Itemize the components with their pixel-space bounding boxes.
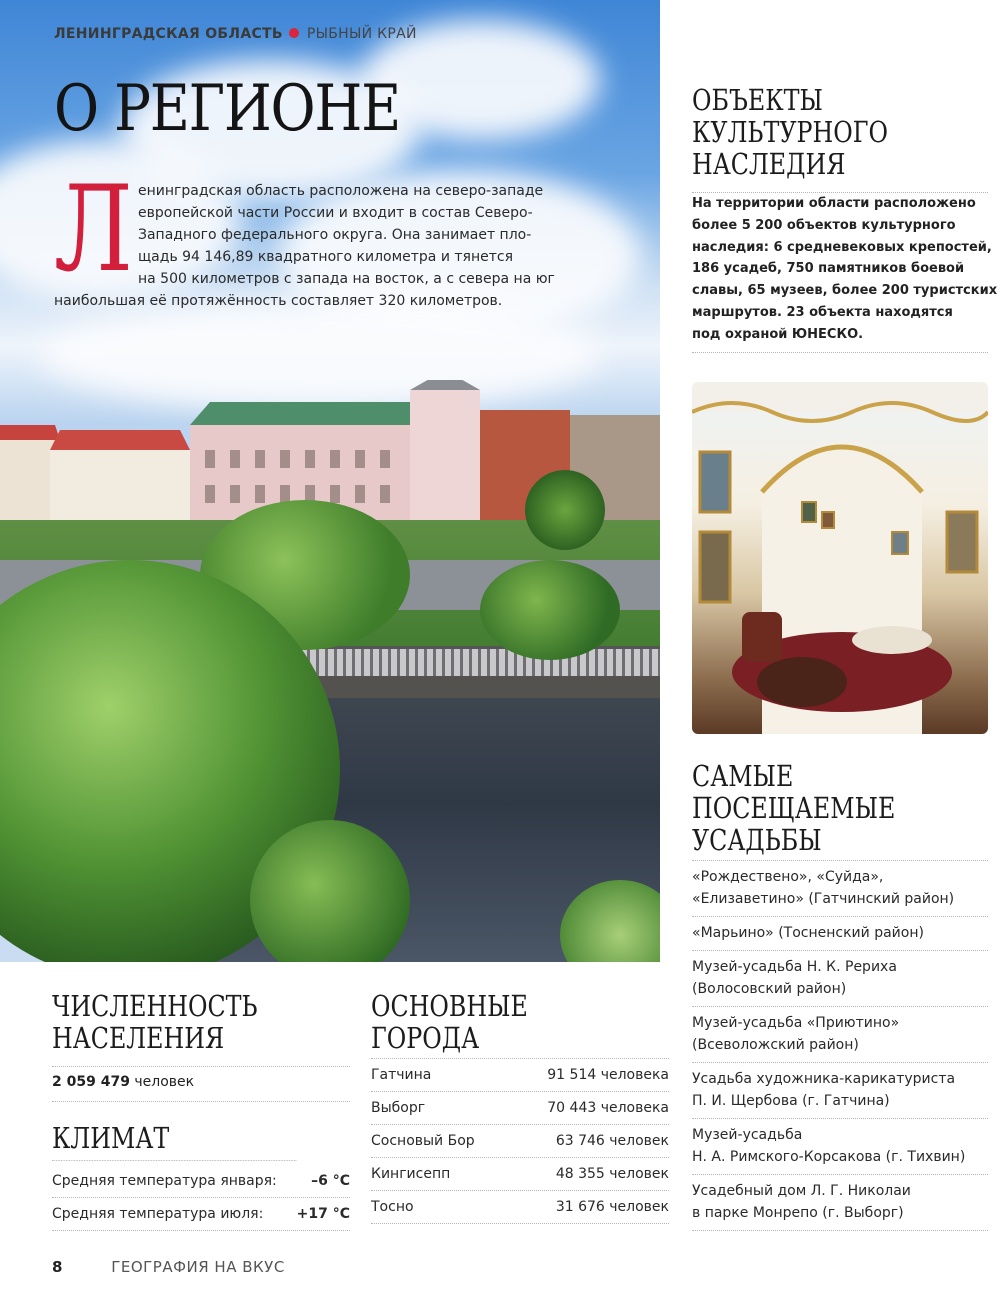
city-population: 48 355 человек: [555, 1166, 669, 1182]
city-name: Тосно: [371, 1199, 414, 1215]
red-dot-icon: [289, 28, 299, 38]
city-name: Сосновый Бор: [371, 1133, 475, 1149]
heritage-text: [692, 192, 998, 353]
intro-paragraph: [54, 160, 555, 312]
intro-line: на 500 километров с запада на восток, а с севера на юг: [138, 271, 555, 287]
intro-line: щадь 94 146,89 квадратного километра и тянется: [138, 249, 514, 265]
population-section: [52, 990, 350, 1102]
city-population: 31 676 человек: [555, 1199, 669, 1215]
city-row: [371, 1191, 669, 1224]
estate-list-item: [692, 951, 988, 1007]
city-population: 70 443 человека: [547, 1100, 669, 1116]
city-row: [371, 1158, 669, 1191]
text-line: 186 усадеб, 750 памятников боевой: [692, 261, 965, 277]
climate-label: Средняя температура января:: [52, 1173, 277, 1189]
text-line: под охраной ЮНЕСКО.: [692, 326, 864, 342]
cities-section: [371, 990, 669, 1224]
estates-section: [692, 760, 988, 1231]
climate-label: Средняя температура июля:: [52, 1206, 264, 1222]
heading-line: ГОРОДА: [371, 1021, 480, 1055]
climate-heading: КЛИМАТ: [52, 1122, 296, 1161]
heading-line: САМЫЕ: [692, 759, 794, 793]
estate-list-item: [692, 1175, 988, 1231]
estate-line: (Волосовский район): [692, 981, 847, 997]
city-name: Выборг: [371, 1100, 426, 1116]
city-row: [371, 1059, 669, 1092]
estate-line: П. И. Щербова (г. Гатчина): [692, 1093, 890, 1109]
section-kicker: [54, 26, 417, 42]
estate-line: Музей-усадьба: [692, 1127, 803, 1143]
estate-line: «Марьино» (Тосненский район): [692, 925, 924, 941]
city-population: 91 514 человека: [547, 1067, 669, 1083]
heading-line: НАСЕЛЕНИЯ: [52, 1021, 225, 1055]
population-value: [52, 1066, 350, 1102]
estate-list-item: [692, 1119, 988, 1175]
estate-line: Музей-усадьба «Приютино»: [692, 1015, 900, 1031]
section-label: РЫБНЫЙ КРАЙ: [306, 26, 417, 42]
heading-line: КУЛЬТУРНОГО: [692, 115, 888, 149]
estate-list-item: [692, 1063, 988, 1119]
intro-line: европейской части России и входит в состав Северо-: [138, 205, 533, 221]
interior-illustration: [692, 382, 988, 734]
heading-line: НАСЛЕДИЯ: [692, 147, 846, 181]
climate-value: –6 °C: [311, 1173, 350, 1189]
estate-line: Н. А. Римского-Корсакова (г. Тихвин): [692, 1149, 966, 1165]
estate-line: Усадьба художника-карикатуриста: [692, 1071, 956, 1087]
intro-line: енинградская область расположена на северо-западе: [138, 183, 544, 199]
heading-line: ОСНОВНЫЕ: [371, 989, 528, 1023]
text-line: наследия: 6 средневековых крепостей,: [692, 239, 992, 255]
estate-line: в парке Монрепо (г. Выборг): [692, 1205, 904, 1221]
intro-line: Западного федерального округа. Она занимает пло-: [138, 227, 532, 243]
text-line: маршрутов. 23 объекта находятся: [692, 304, 953, 320]
city-name: Кингисепп: [371, 1166, 451, 1182]
climate-section: [52, 1122, 350, 1231]
heritage-heading: [692, 84, 988, 180]
city-population: 63 746 человек: [555, 1133, 669, 1149]
estate-line: Усадебный дом Л. Г. Николаи: [692, 1183, 911, 1199]
heading-line: ЧИСЛЕННОСТЬ: [52, 989, 258, 1023]
region-label: ЛЕНИНГРАДСКАЯ ОБЛАСТЬ: [54, 26, 283, 42]
estate-line: «Рождествено», «Суйда»,: [692, 869, 884, 885]
climate-row: [52, 1198, 350, 1231]
city-row: [371, 1092, 669, 1125]
estates-heading: [692, 760, 988, 861]
manor-interior-photo: [692, 382, 988, 734]
drop-cap: Л: [54, 160, 133, 298]
heading-line: УСАДЬБЫ: [692, 823, 822, 857]
population-number: 2 059 479: [52, 1074, 130, 1090]
heading-line: ОБЪЕКТЫ: [692, 83, 823, 117]
estate-line: «Елизаветино» (Гатчинский район): [692, 891, 955, 907]
city-row: [371, 1125, 669, 1158]
estate-list-item: [692, 1007, 988, 1063]
estate-line: Музей-усадьба Н. К. Рериха: [692, 959, 897, 975]
text-line: более 5 200 объектов культурного: [692, 217, 956, 233]
page-footer: [52, 1258, 285, 1276]
page-number: 8: [52, 1258, 63, 1276]
estate-line: (Всеволожский район): [692, 1037, 859, 1053]
city-name: Гатчина: [371, 1067, 432, 1083]
population-unit: человек: [134, 1074, 195, 1090]
cities-heading: [371, 990, 669, 1059]
estate-list-item: [692, 861, 988, 917]
intro-line: наибольшая её протяжённость составляет 320 километров.: [54, 293, 503, 309]
text-line: На территории области расположено: [692, 196, 976, 211]
estate-list-item: [692, 917, 988, 951]
climate-value: +17 °C: [296, 1206, 350, 1222]
page-title: О РЕГИОНЕ: [54, 72, 400, 146]
text-line: славы, 65 музеев, более 200 туристских: [692, 283, 998, 299]
heading-line: ПОСЕЩАЕМЫЕ: [692, 791, 896, 825]
magazine-name: ГЕОГРАФИЯ НА ВКУС: [111, 1258, 285, 1276]
climate-row: [52, 1165, 350, 1198]
